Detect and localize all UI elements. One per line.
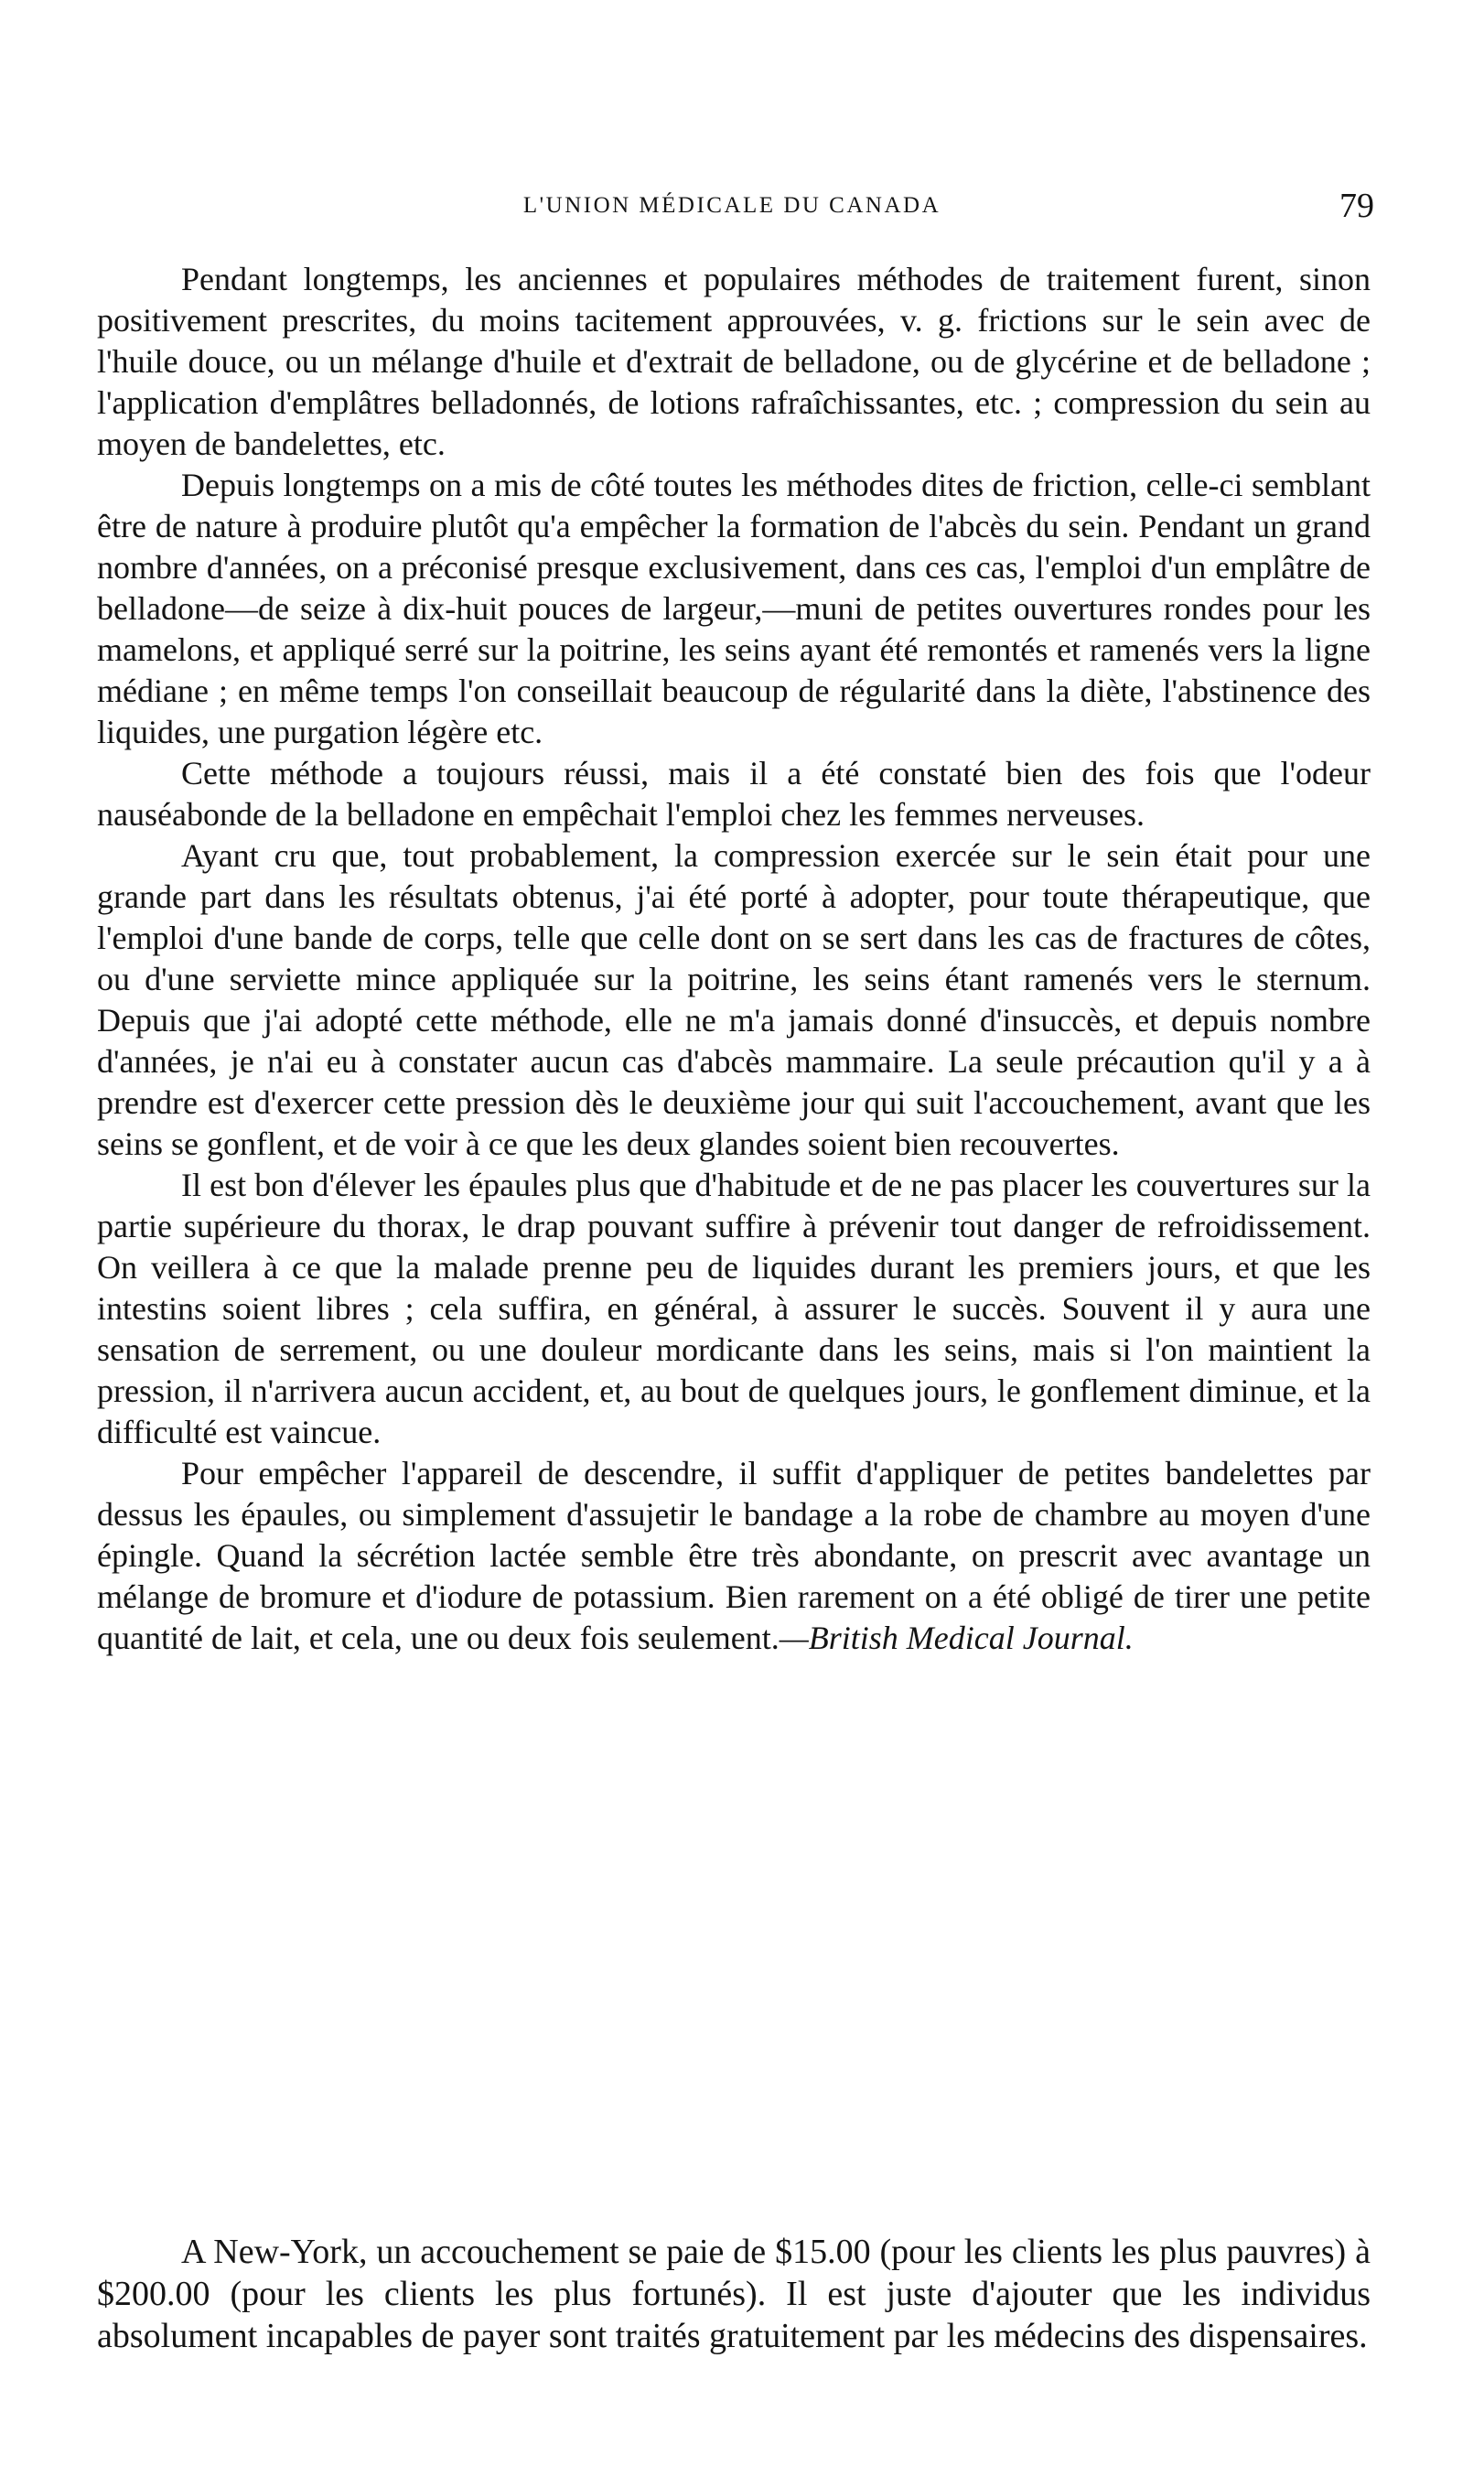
- paragraph-friction-abandoned: Depuis longtemps on a mis de côté toutes les méthodes dites de friction, celle-ci semblant être de nature à produire plutôt qu'a empêcher la formation de l'abcès du sein. Pendant un grand nombre d'années, on a préconisé presque exclusivement, dans ces cas, l'emploi d'un emplâtre de belladone—de seize à dix-huit pouces de largeur,—muni de petites ouvertures rondes pour les mamelons, et appliqué serré sur la poitrine, les seins ayant été remontés et ramenés vers la ligne médiane ; en même temps l'on conseillait beaucoup de régularité dans la diète, l'abstinence des liquides, une purgation légère etc.: [97, 467, 1371, 750]
- paragraph-belladone-odor: Cette méthode a toujours réussi, mais il a été constaté bien des fois que l'odeur nauséabonde de la belladone en empêchait l'emploi chez les femmes nerveuses.: [97, 755, 1371, 833]
- new-york-notice: [97, 2231, 1371, 2357]
- article-body: [97, 259, 1371, 1659]
- paragraph-compression-method: Ayant cru que, tout probablement, la compression exercée sur le sein était pour une grande part dans les résultats obtenus, j'ai été porté à adopter, pour toute thérapeutique, que l'emploi d'une bande de corps, telle que celle dont on se sert dans les cas de fractures de côtes, ou d'une serviette mince appliquée sur la poitrine, les seins étant ramenés vers le sternum. Depuis que j'ai adopté cette méthode, elle ne m'a jamais donné d'insuccès, et depuis nombre d'années, je n'ai eu à constater aucun cas d'abcès mammaire. La seule précaution qu'il y a à prendre est d'exercer cette pression dès le deuxième jour qui suit l'accouchement, avant que les seins se gonflent, et de voir à ce que les deux glandes soient bien recouvertes.: [97, 837, 1371, 1162]
- paragraph-bandage-text: Pour empêcher l'appareil de descendre, il suffit d'appliquer de petites bandelettes par dessus les épaules, ou simplement d'assujetir le bandage a la robe de chambre au moyen d'une épingle. Quand la sécrétion lactée semble être très abondante, on prescrit avec avantage un mélange de bromure et d'iodure de potassium. Bien rarement on a été obligé de tirer une petite quantité de lait, et cela, une ou deux fois seulement.: [97, 1455, 1371, 1656]
- paragraph-bandage-support: [97, 1453, 1371, 1659]
- notice-paragraph: A New-York, un accouchement se paie de $15.00 (pour les clients les plus pauvres) à $200.00 (pour les clients les plus fortunés). Il est juste d'ajouter que les individus absolument incapables de payer sont traités gratuitement par les médecins des dispensaires.: [97, 2233, 1371, 2355]
- source-citation: —British Medical Journal.: [779, 1620, 1134, 1656]
- running-header: [0, 188, 1484, 224]
- page-number: 79: [1339, 187, 1374, 225]
- paragraph-old-methods: Pendant longtemps, les anciennes et populaires méthodes de traitement furent, sinon positivement prescrites, du moins tacitement approuvées, v. g. frictions sur le sein avec de l'huile douce, ou un mélange d'huile et d'extrait de belladone, ou de glycérine et de belladone ; l'application d'emplâtres belladonnés, de lotions rafraîchissantes, etc. ; compression du sein au moyen de bandelettes, etc.: [97, 261, 1371, 462]
- journal-title: L'UNION MÉDICALE DU CANADA: [522, 193, 941, 218]
- paragraph-precautions: Il est bon d'élever les épaules plus que d'habitude et de ne pas placer les couvertures sur la partie supérieure du thorax, le drap pouvant suffire à prévenir tout danger de refroidissement. On veillera à ce que la malade prenne peu de liquides durant les premiers jours, et que les intestins soient libres ; cela suffira, en général, à assurer le succès. Souvent il y aura une sensation de serrement, ou une douleur mordicante dans les seins, mais si l'on maintient la pression, il n'arrivera aucun accident, et, au bout de quelques jours, le gonflement diminue, et la difficulté est vaincue.: [97, 1167, 1371, 1450]
